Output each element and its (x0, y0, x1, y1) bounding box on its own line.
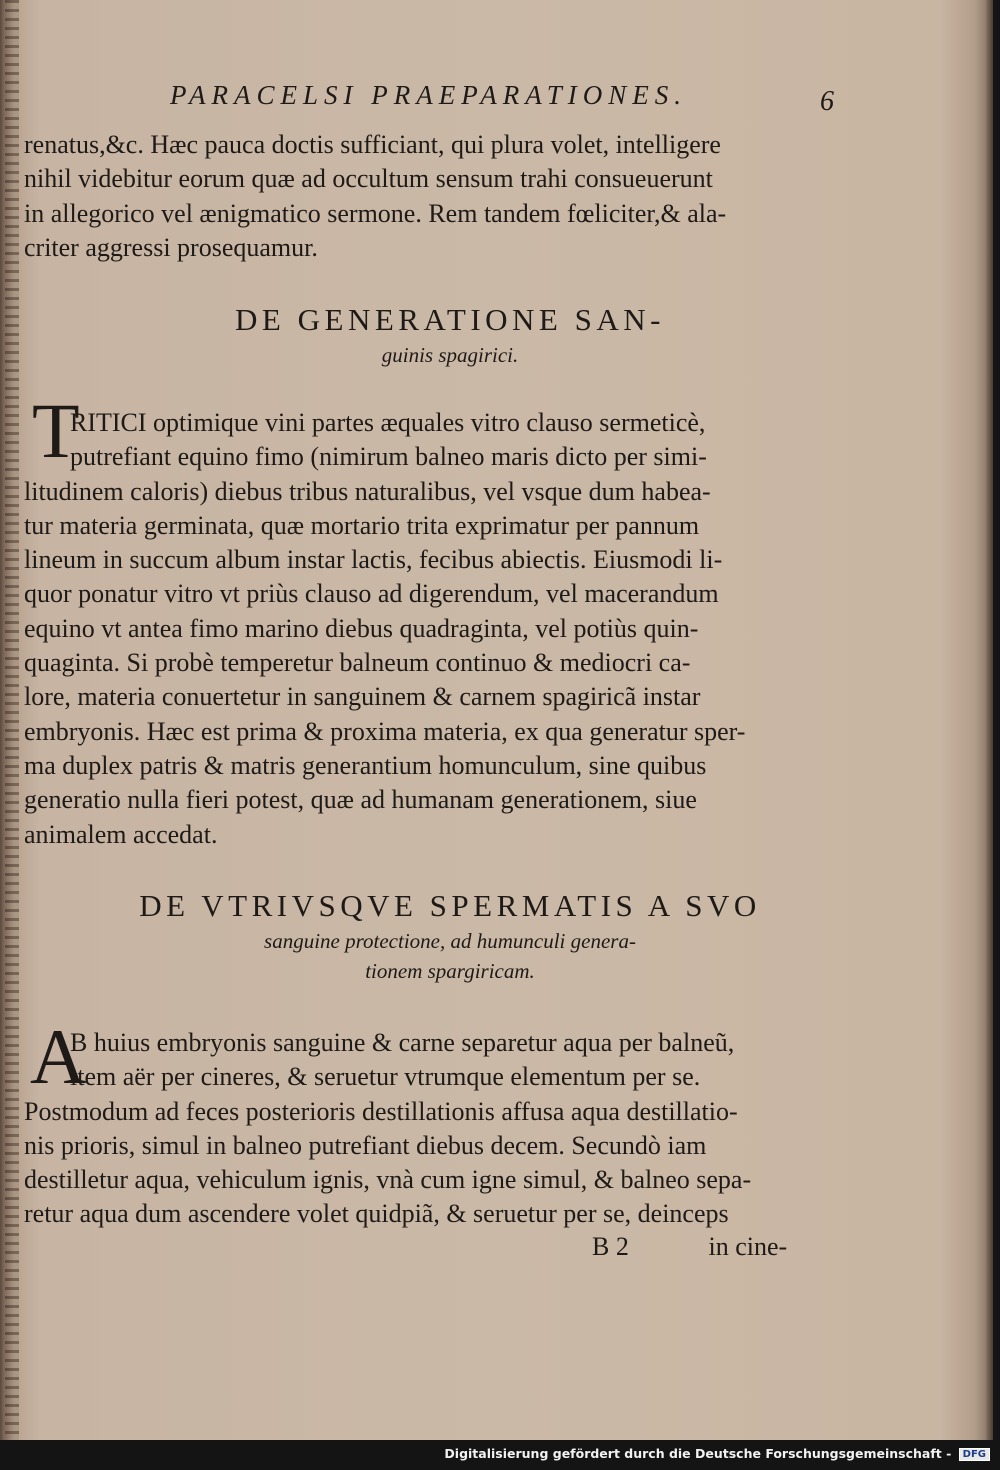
body-paragraph (24, 406, 844, 852)
text-line: tur materia germinata, quæ mortario trita exprimatur per pannum (24, 510, 700, 540)
section-heading: DE GENERATIONE SAN- (235, 302, 665, 337)
text-line: nis prioris, simul in balneo putrefiant diebus decem. Secundò iam (24, 1130, 707, 1160)
text-line: B huius embryonis sanguine & carne separetur aqua per balneũ, (70, 1028, 735, 1057)
funding-text: Digitalisierung gefördert durch die Deutsche Forschungsgemeinschaft - (444, 1446, 952, 1461)
text-line: putrefiant equino fimo (nimirum balneo maris dicto per simi- (70, 442, 707, 472)
subheading-line: tionem spargiricam. (365, 959, 535, 983)
catchword: in cine- (708, 1232, 788, 1261)
dfg-logo: DFG (959, 1448, 990, 1461)
section-heading: DE VTRIVSQVE SPERMATIS A SVO (139, 888, 761, 923)
text-line: equino vt antea fimo marino diebus quadraginta, vel potiùs quin- (24, 613, 699, 643)
signature-mark: B 2 (592, 1232, 629, 1261)
text-line: in allegorico vel ænigmatico sermone. Rem tandem fœliciter,& ala- (24, 198, 727, 228)
text-line: generatio nulla fieri potest, quæ ad humanam generationem, siue (24, 785, 697, 815)
body-paragraph (24, 1026, 844, 1232)
text-line: litudinem caloris) diebus tribus naturalibus, vel vsque dum habea- (24, 476, 711, 506)
drop-capital: A (30, 1013, 87, 1100)
text-line: lineum in succum album instar lactis, fecibus abiectis. Eiusmodi li- (24, 545, 723, 575)
continuation-paragraph (24, 128, 844, 265)
text-line: lore, materia conuertetur in sanguinem & carnem spagiricã instar (24, 682, 701, 712)
page-number: 6 (820, 86, 834, 117)
running-head: PARACELSI PRAEPARATIONES. (170, 80, 687, 110)
text-line: retur aqua dum ascendere volet quidpiã, & seruetur per se, deinceps (24, 1199, 729, 1229)
text-line: item aër per cineres, & seruetur vtrumque elementum per se. (70, 1062, 701, 1092)
drop-capital: T (32, 387, 80, 474)
text-line: quaginta. Si probè temperetur balneum continuo & mediocri ca- (24, 648, 691, 678)
section-subheading (60, 926, 840, 986)
text-line: RITICI optimique vini partes æquales vitro clauso sermeticè, (70, 408, 706, 437)
section-subheading: guinis spagirici. (381, 343, 519, 367)
funding-credit (444, 1446, 990, 1461)
text-line: ma duplex patris & matris generantium homunculum, sine quibus (24, 750, 707, 780)
text-line: quor ponatur vitro vt priùs clauso ad digerendum, vel macerandum (24, 579, 719, 609)
text-line: Postmodum ad feces posterioris destillationis affusa aqua destillatio- (24, 1096, 738, 1126)
text-line: destilletur aqua, vehiculum ignis, vnà cum igne simul, & balneo sepa- (24, 1165, 752, 1195)
signature-line (592, 1232, 832, 1262)
text-line: renatus,&c. Hæc pauca doctis sufficiant, qui plura volet, intelligere (24, 130, 721, 159)
text-line: nihil videbitur eorum quæ ad occultum sensum trahi consueuerunt (24, 164, 713, 194)
text-line: embryonis. Hæc est prima & proxima materia, ex qua generatur sper- (24, 716, 746, 746)
text-line: animalem accedat. (24, 819, 218, 849)
text-line: criter aggressi prosequamur. (24, 232, 318, 262)
subheading-line: sanguine protectione, ad humunculi genera- (264, 929, 636, 953)
